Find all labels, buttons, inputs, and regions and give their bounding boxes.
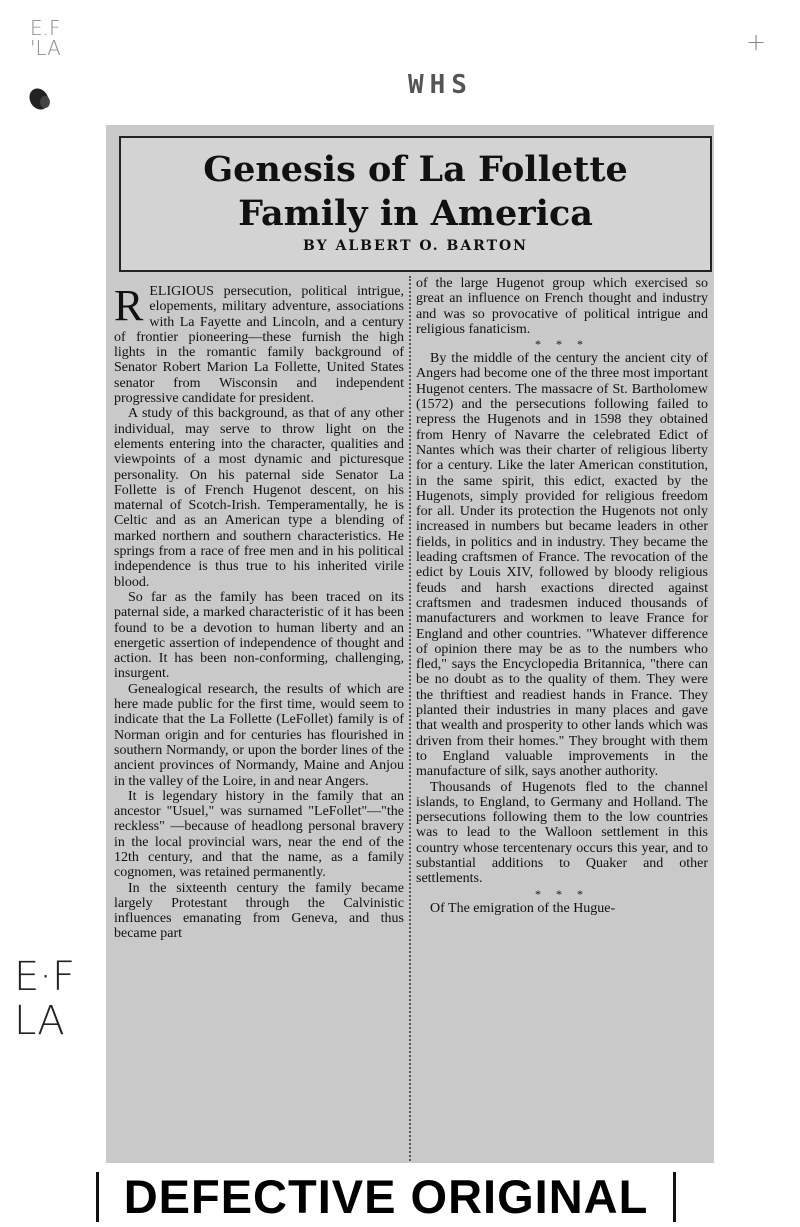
- paragraph: A study of this background, as that of any other individual, may serve to throw light on the elements entering into the character, qualities and viewpoints of a most dynamic and picturesque personality. On his paternal side Senator La Follette is of French Hugenot descent, on his maternal of Scotch-Irish. Temperamentally, he is Celtic and as an American type a blending of marked northern and southern characteristics. He springs from a race of free men and in his political independence is thus true to his inherited virile blood.: [114, 406, 404, 590]
- article-byline: BY ALBERT O. BARTON: [303, 238, 528, 254]
- paragraph: Of The emigration of the Hugue-: [430, 900, 616, 916]
- defective-original-banner: DEFECTIVE ORIGINAL: [96, 1172, 676, 1222]
- pencil-note-top-left: E.F 'LA: [30, 16, 61, 60]
- ink-smudge: [40, 96, 50, 108]
- section-break: * * *: [535, 337, 589, 352]
- paragraph: Genealogical research, the results of which are here made public for the first time, would seem to indicate that the La Follette (LeFollet) family is of Norman origin and for centuries has flourished in southern Normandy, or upon the border lines of the ancient provinces of Normandy, Maine and Anjou in the valley of the Loire, in and near Angers.: [114, 681, 404, 789]
- section-break: * * *: [535, 886, 589, 901]
- pencil-note-left-margin: E·F LA: [14, 954, 75, 1044]
- paragraph: It is legendary history in the family that an ancestor "Usuel," was surnamed "LeFollet"—"the reckless" —because of headlong personal bravery in the local provincial wars, near the end of the 12th century, and that the name, as a family cognomen, was retained permanently.: [114, 788, 404, 881]
- article-column-1: [114, 281, 404, 942]
- paragraph: RELIGIOUS persecution, political intrigue, elopements, military adventure, associations with La Fayette and Lincoln, and a century of frontier pioneering—these furnish the high lights in the romantic family background of Senator Robert Marion La Follette, United States senator from Wisconsin and independent progressive candidate for president.: [114, 281, 404, 407]
- paragraph: Thousands of Hugenots fled to the channel islands, to England, to Germany and Holland. The persecutions following them to the low countries was to lead to the Walloon settlement in this country whose tercentenary occurs this year, and to substantial additions to Quaker and other settlements.: [416, 779, 708, 887]
- pencil-mark-top-right: +: [746, 28, 767, 56]
- article-headline: Genesis of La Follette Family in America: [203, 149, 628, 234]
- drop-cap: R: [114, 281, 144, 330]
- headline-box: [119, 136, 712, 272]
- paragraph: By the middle of the century the ancient city of Angers had become one of the three most important Hugenot centers. The massacre of St. Bartholomew (1572) and the persecutions following failed to repress the Hugenots and in 1598 they obtained from Henry of Navarre the celebrated Edict of Nantes which was their charter of religious liberty for a century. Like the later American constitution, in the same spirit, this edict, exacted by the Hugenots, simply provided for religious freedom for all. Under its protection the Hugenots not only increased in numbers but became leaders in other fields, in politics and in industry. They became the leading craftsmen of France. The revocation of the edict by Louis XIV, followed by bloody religious feuds and harsh exactions directed against craftsmen and tradesmen induced thousands of manufacturers and workmen to leave France for England and other countries. "Whatever difference of opinion there may be as to the numbers who fled," says the Encyclopedia Britannica, "there can be no doubt as to the quality of them. They were the thriftiest and readiest hands in France. They planted their industries in many places and gave that wealth and prosperity to other lands which was driven from their homes." They brought with them to England valuable improvements in the manufacture of silk, says another authority.: [416, 351, 708, 780]
- archive-stamp: WHS: [408, 70, 473, 100]
- paragraph: In the sixteenth century the family became largely Protestant through the Calvinistic influences emanating from Geneva, and thus became part: [114, 880, 404, 942]
- paragraph: So far as the family has been traced on its paternal side, a marked characteristic of it has been found to be a devotion to human liberty and an energetic assertion of independence of thought and action. It has been non-conforming, challenging, insurgent.: [114, 589, 404, 682]
- paragraph: of the large Hugenot group which exercised so great an influence on French thought and industry and was so provocative of political intrigue and religious fanaticism.: [416, 276, 708, 337]
- column-divider: [409, 276, 412, 1161]
- article-column-2: [416, 276, 708, 916]
